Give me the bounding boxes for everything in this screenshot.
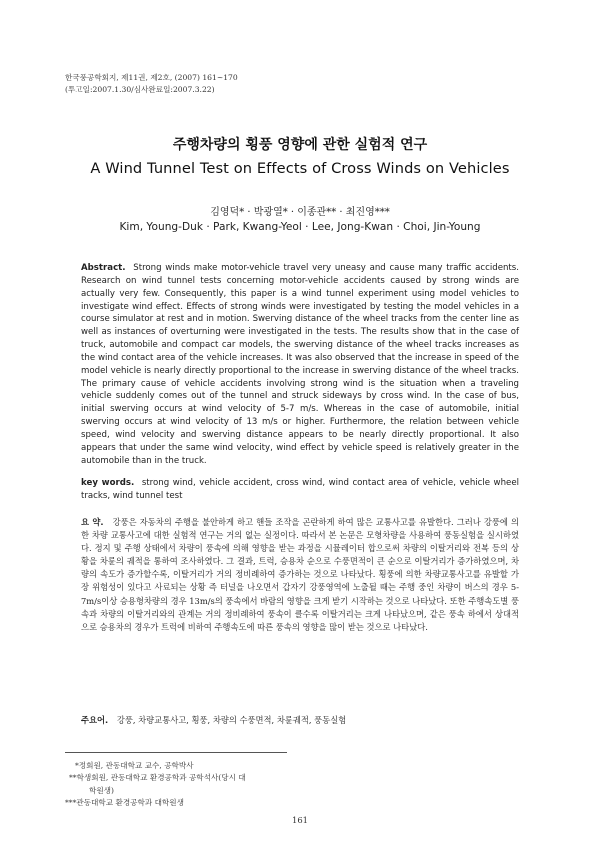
footnote-3: ***관동대학교 환경공학과 대학원생 [65,797,184,807]
journal-citation: 한국풍공학회지, 제11권, 제2호, (2007) 161~170 [65,73,238,82]
footnote-1: *정회원, 관동대학교 교수, 공학박사 [75,761,194,770]
abstract-korean-label: 요 약. [81,517,104,527]
title-english: A Wind Tunnel Test on Effects of Cross Winds on Vehicles [90,160,510,177]
submission-dates: (투고일:2007.1.30/심사완료일:2007.3.22) [65,85,215,94]
authors-english: Kim, Young-Duk · Park, Kwang-Yeol · Lee, Jong-Kwan · Choi, Jin-Young [119,221,481,233]
journal-header [65,72,238,96]
abstract-text: Strong winds make motor-vehicle travel very uneasy and cause many traffic accidents. Research on wind tunnel tests concerning motor-vehicle accidents caused by strong winds are actually very few. Consequently, this paper is a wind tunnel experiment using model vehicles to investigate wind effect. Effects of strong winds were investigated by testing the model vehicles in a course simulator at rest and in motion. Swerving distance of the wheel tracks from the center line as well as instances of overturning were investigated in the tests. The results show that in the case of truck, automobile and compact car models, the swerving distance of the wheel tracks increases as the wind contact area of the vehicle increases. It was also observed that the increase in speed of the model vehicle is nearly directly proportional to the increase in swerving distance of the wheel tracks. The primary cause of vehicle accidents involving strong wind is the situation when a traveling vehicle suddenly comes out of the tunnel and struck sideways by cross wind. In the case of bus, initial swerving occurs at wind velocity of 5-7 m/s. Whereas in the case of automobile, initial swerving occurs at wind velocity of 13 m/s or higher. Furthermore, the relation between vehicle speed, wind velocity and swerving distance appears to be nearly directly proportional. It also appears that under the same wind velocity, wind effect by vehicle speed is relatively greater in the automobile than in the truck. [81,263,520,466]
footnote-2-continued: 학원생) [89,785,114,795]
keywords-korean [81,714,519,727]
abstract-english [81,262,519,468]
abstract-korean [81,516,519,634]
keywords-label: key words. [81,478,135,488]
keywords-korean-text: 강풍, 차량교통사고, 횡풍, 차량의 수풍면적, 차륜궤적, 풍동실험 [116,715,347,725]
footnote-divider [65,752,287,753]
title-korean: 주행차량의 횡풍 영향에 관한 실험적 연구 [172,137,428,153]
keywords-text: strong wind, vehicle accident, cross wind, wind contact area of vehicle, vehicle wheel tracks, wind tunnel test [81,478,519,501]
page-number: 161 [292,815,308,825]
keywords-english [81,477,519,503]
abstract-label: Abstract. [81,263,126,273]
footnotes [65,760,300,809]
abstract-korean-text: 강풍은 자동차의 주행을 불안하게 하고 핸들 조작을 곤란하게 하여 많은 교통사고를 유발한다. 그러나 강풍에 의한 차량 교통사고에 대한 실험적 연구는 거의 없는 실정이다. 따라서 본 논문은 모형차량을 사용하여 풍동실험을 실시하였다. 정지 및 주행 상태에서 차량이 풍속에 의해 영향을 받는 과정을 시뮬레이터 합으로써 차량의 이탈거리와 전복 등의 상황을 차륜의 궤적을 통하여 조사하였다. 그 결과, 트럭, 승용차 순으로 수풍면적이 큰 순으로 이탈거리가 증가하였으며, 차량의 속도가 증가할수록, 이탈거리가 거의 정비례하여 증가하는 것으로 나타났다. 횡풍에 의한 차량교통사고를 유발할 가장 위험성이 있다고 사료되는 상황 즉 터널을 나오면서 갑자기 강풍영역에 노출될 때는 주행 중인 차량이 버스의 경우 5-7m/s이상 승용형차량의 경우 13m/s의 풍속에서 바람의 영향을 크게 받기 시작하는 것으로 나타났다. 또한 주행속도별 풍속과 차량의 이탈거리와의 관계는 거의 정비례하여 풍속이 클수록 이탈거리는 크게 나타났으며, 같은 풍속 하에서 상대적으로 승용차의 경우가 트럭에 비하여 주행속도에 따른 풍속의 영향을 많이 받는 것으로 나타났다. [81,517,519,632]
keywords-korean-label: 주요어. [81,715,109,725]
footnote-2: **학생회원, 관동대학교 환경공학과 공학석사(당시 대 [69,773,246,783]
authors-korean: 김영덕* · 박광열* · 이종관** · 최진영*** [210,207,390,218]
